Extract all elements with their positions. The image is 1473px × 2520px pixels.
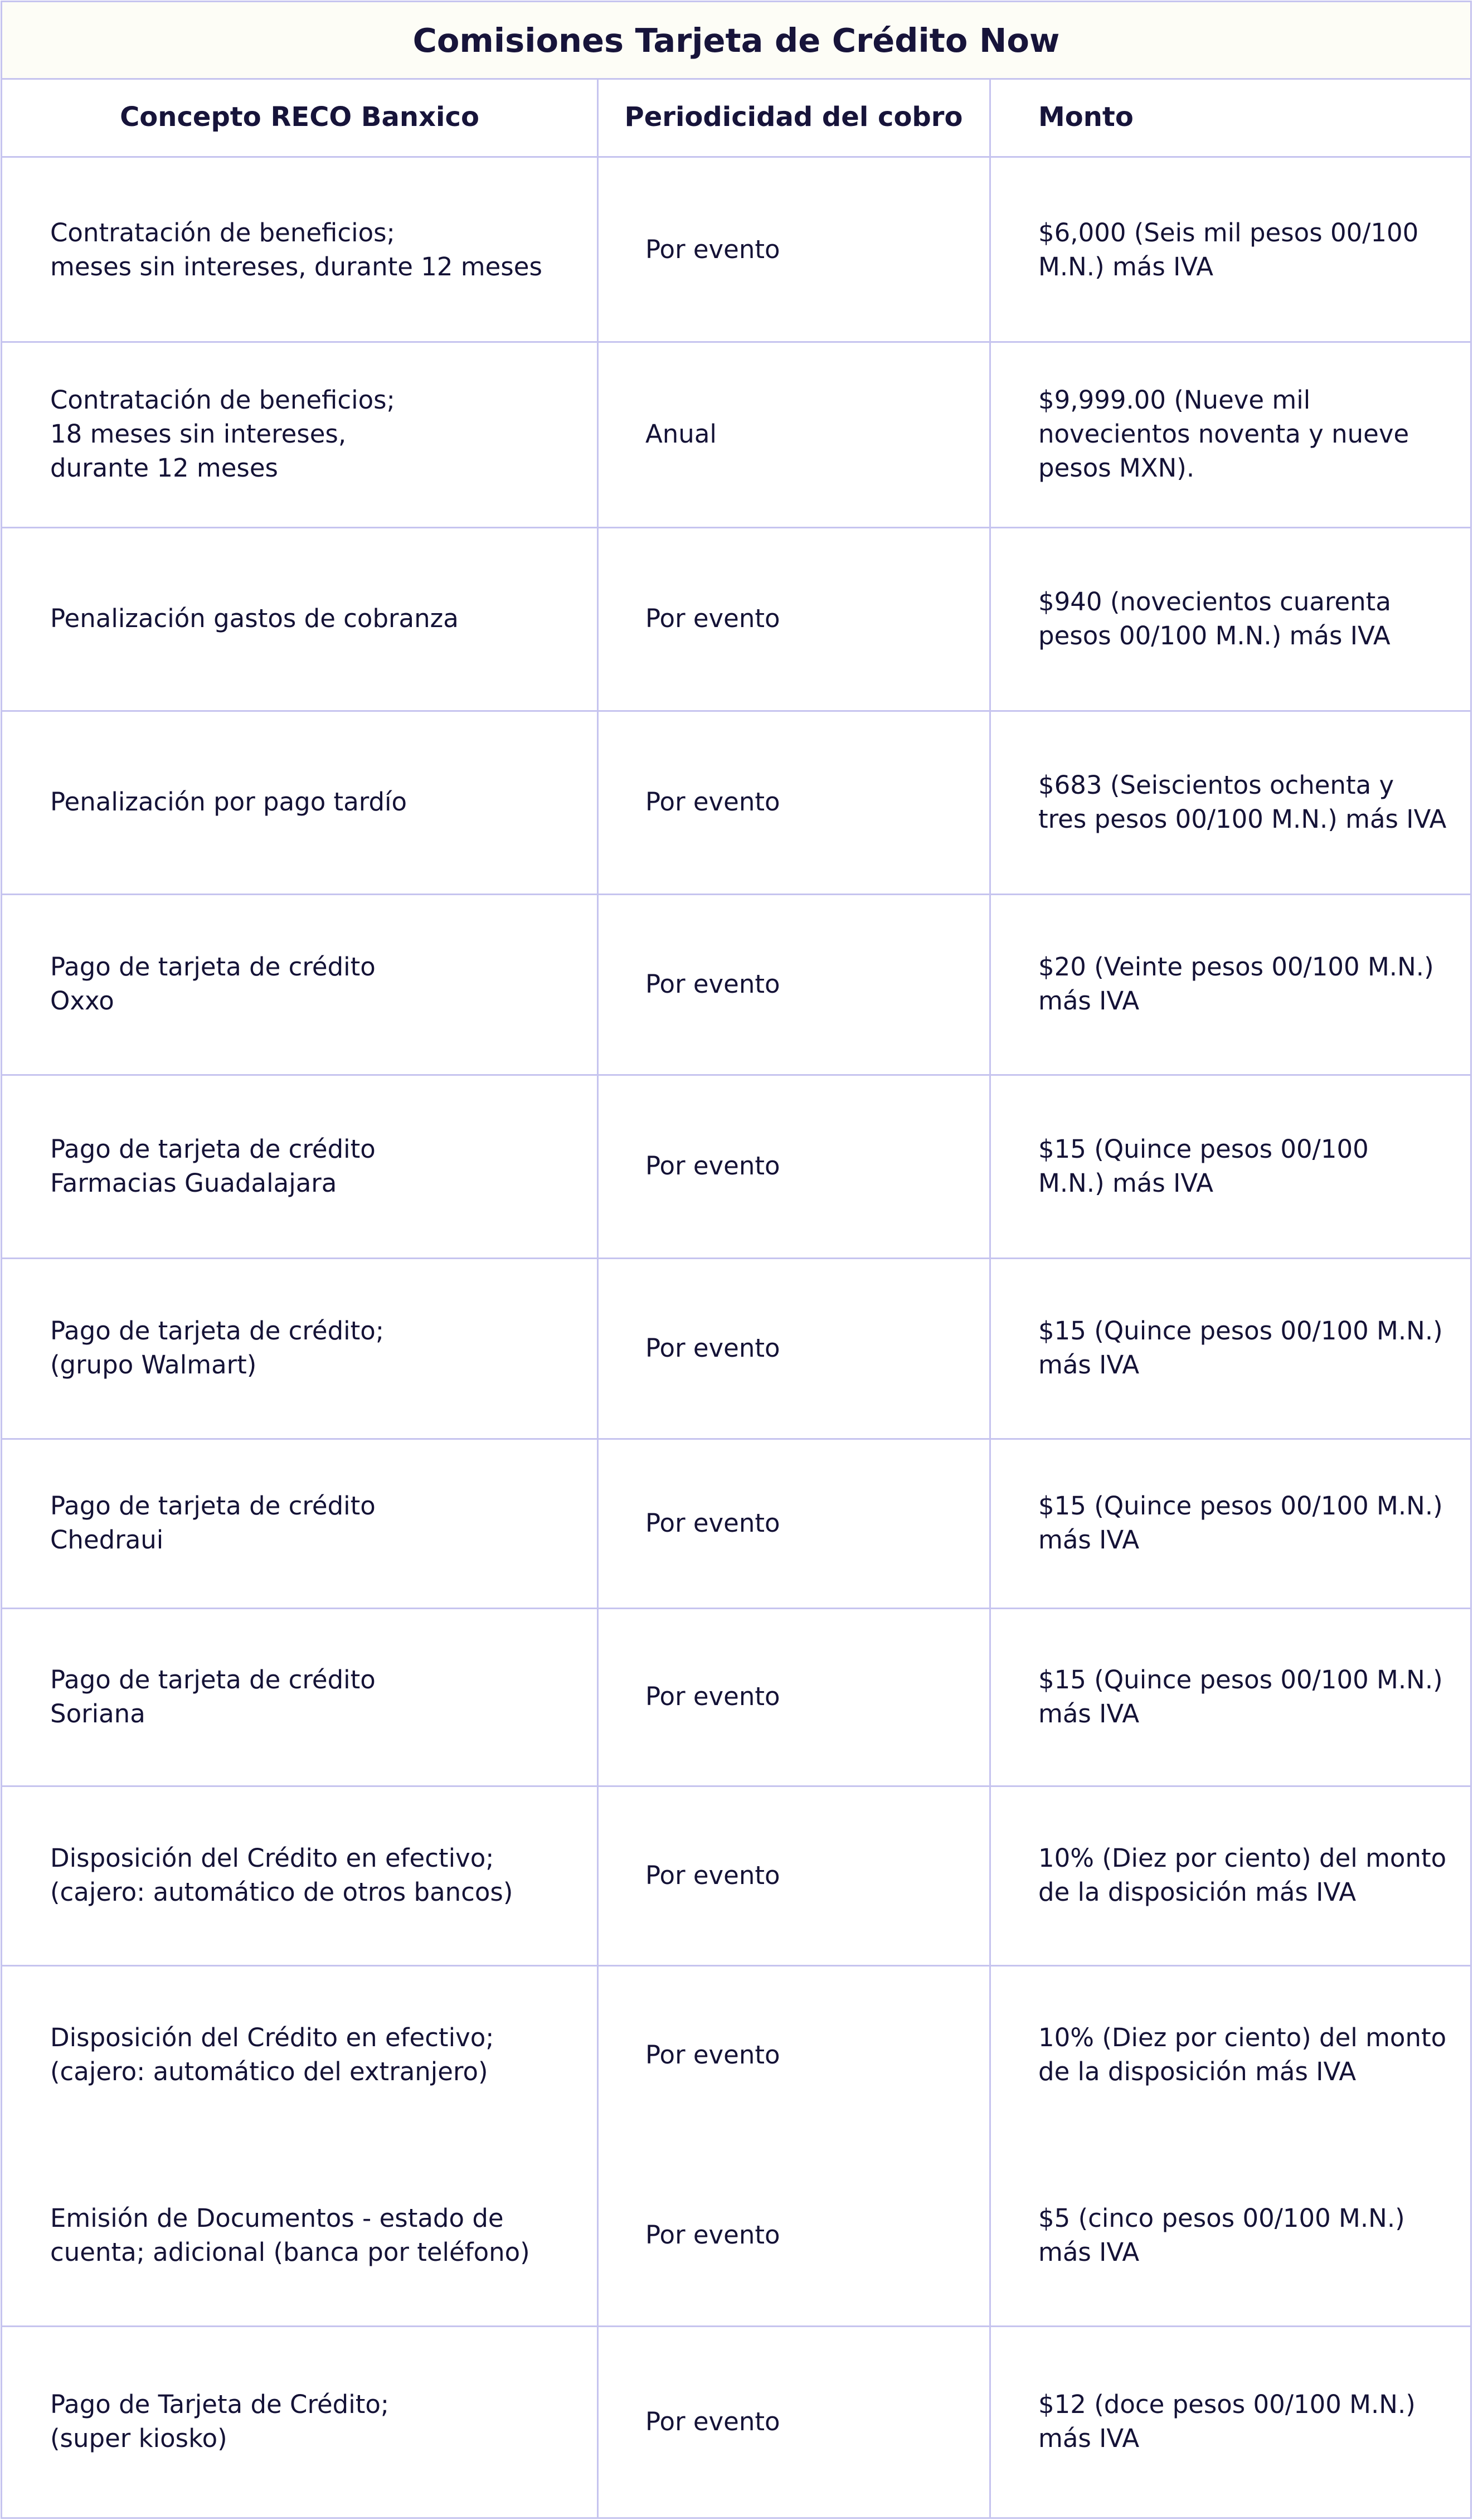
- cell-concepto: Disposición del Crédito en efectivo; (cajero: automático de otros bancos): [50, 1843, 513, 1907]
- cell-concepto: Pago de tarjeta de crédito Oxxo: [50, 952, 376, 1016]
- table-header-row: [2, 78, 1470, 158]
- cell-concepto: Contratación de beneficios; 18 meses sin intereses, durante 12 meses: [50, 385, 395, 483]
- table-row: [2, 2144, 1470, 2327]
- cell-periodicidad: Por evento: [645, 2040, 780, 2070]
- table-title: Comisiones Tarjeta de Crédito Now: [2, 2, 1470, 80]
- table-row: [2, 1438, 1470, 1609]
- cell-monto: $15 (Quince pesos 00/100 M.N.) más IVA: [1038, 1491, 1443, 1555]
- cell-periodicidad: Por evento: [645, 1860, 780, 1890]
- cell-concepto: Emisión de Documentos - estado de cuenta; adicional (banca por teléfono): [50, 2203, 530, 2267]
- header-monto: Monto: [1038, 101, 1134, 133]
- cell-periodicidad: Por evento: [645, 2406, 780, 2436]
- cell-concepto: Pago de Tarjeta de Crédito; (super kiosko): [50, 2390, 390, 2453]
- cell-concepto: Penalización por pago tardío: [50, 787, 407, 817]
- table-row: [2, 710, 1470, 895]
- table-row: [2, 1074, 1470, 1259]
- cell-monto: $9,999.00 (Nueve mil novecientos noventa y nueve pesos MXN).: [1038, 385, 1409, 483]
- cell-periodicidad: Por evento: [645, 1682, 780, 1711]
- cell-periodicidad: Por evento: [645, 1508, 780, 1538]
- cell-periodicidad: Anual: [645, 419, 717, 449]
- table-row: [2, 1257, 1470, 1440]
- cell-periodicidad: Por evento: [645, 604, 780, 633]
- cell-concepto: Disposición del Crédito en efectivo; (cajero: automático del extranjero): [50, 2023, 494, 2086]
- cell-monto: $6,000 (Seis mil pesos 00/100 M.N.) más IVA: [1038, 217, 1419, 281]
- cell-monto: $20 (Veinte pesos 00/100 M.N.) más IVA: [1038, 952, 1434, 1016]
- cell-monto: 10% (Diez por ciento) del monto de la disposición más IVA: [1038, 2023, 1447, 2086]
- cell-periodicidad: Por evento: [645, 1151, 780, 1181]
- cell-concepto: Pago de tarjeta de crédito Soriana: [50, 1664, 376, 1728]
- cell-monto: $683 (Seiscientos ochenta y tres pesos 00/100 M.N.) más IVA: [1038, 770, 1447, 834]
- table-row: [2, 894, 1470, 1076]
- cell-monto: 10% (Diez por ciento) del monto de la disposición más IVA: [1038, 1843, 1447, 1907]
- cell-concepto: Pago de tarjeta de crédito Farmacias Guadalajara: [50, 1134, 376, 1198]
- table-row: [2, 1785, 1470, 1967]
- header-concepto: Concepto RECO Banxico: [120, 101, 479, 133]
- cell-periodicidad: Por evento: [645, 969, 780, 999]
- cell-monto: $12 (doce pesos 00/100 M.N.) más IVA: [1038, 2390, 1416, 2453]
- table-row: [2, 1608, 1470, 1787]
- cell-monto: $15 (Quince pesos 00/100 M.N.) más IVA: [1038, 1134, 1369, 1198]
- table-row: [2, 527, 1470, 712]
- cell-concepto: Pago de tarjeta de crédito; (grupo Walmart): [50, 1316, 384, 1380]
- table-row: [2, 158, 1470, 343]
- header-periodicidad: Periodicidad del cobro: [624, 101, 963, 133]
- cell-periodicidad: Por evento: [645, 1333, 780, 1363]
- commissions-table: [1, 1, 1472, 2519]
- cell-monto: $5 (cinco pesos 00/100 M.N.) más IVA: [1038, 2203, 1405, 2267]
- cell-monto: $15 (Quince pesos 00/100 M.N.) más IVA: [1038, 1316, 1443, 1380]
- cell-periodicidad: Por evento: [645, 787, 780, 817]
- table-row: [2, 341, 1470, 528]
- cell-monto: $15 (Quince pesos 00/100 M.N.) más IVA: [1038, 1664, 1443, 1728]
- cell-monto: $940 (novecientos cuarenta pesos 00/100 M.N.) más IVA: [1038, 586, 1391, 650]
- cell-periodicidad: Por evento: [645, 235, 780, 264]
- cell-concepto: Pago de tarjeta de crédito Chedraui: [50, 1491, 376, 1555]
- cell-concepto: Penalización gastos de cobranza: [50, 604, 459, 633]
- cell-concepto: Contratación de beneficios; meses sin intereses, durante 12 meses: [50, 217, 542, 281]
- table-row: [2, 2325, 1470, 2517]
- cell-periodicidad: Por evento: [645, 2220, 780, 2250]
- table-row: [2, 1965, 1470, 2144]
